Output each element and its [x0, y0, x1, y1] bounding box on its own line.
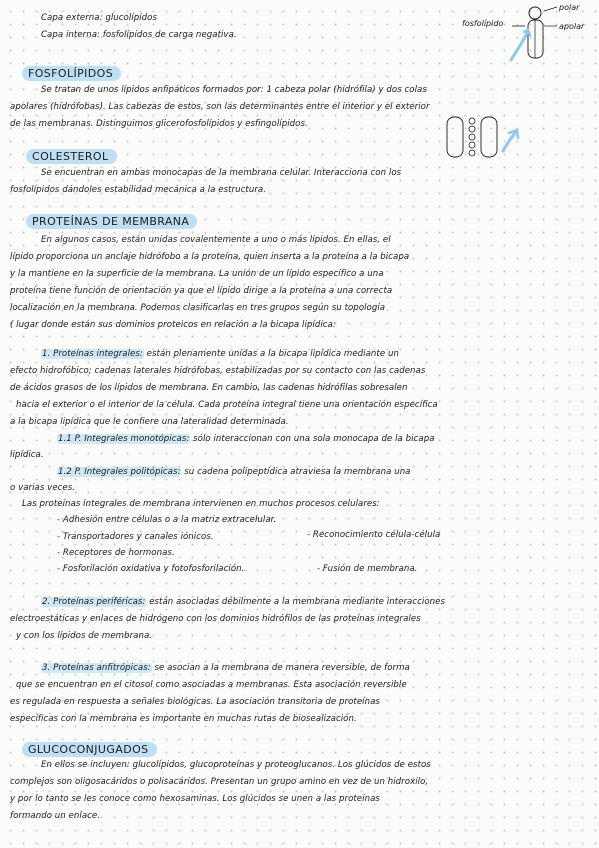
integrales-line: a la bicapa lipídica que le confiere una lateralidad determinada.	[10, 417, 289, 427]
integrales-line: hacia el exterior o el interior de la célula. Cada proteína integral tiene una orientación específica	[16, 400, 438, 410]
politopicas-cont: o varias veces.	[10, 483, 76, 493]
proceso-item: - Transportadores y canales iónicos.	[57, 532, 214, 542]
perifericas-line-1	[41, 596, 445, 608]
anfitropicas-title: 3. Proteínas anfitrópicas:	[42, 663, 151, 673]
glucoconjugados-line: formando un enlace.	[10, 811, 101, 821]
anfitropicas-line: que se encuentran en el citosol como asociadas a membranas. Esta asociación reversible	[16, 680, 407, 690]
procesos-intro: Las proteínas integrales de membrana intervienen en muchos procesos celulares:	[22, 499, 380, 509]
fosfolipidos-line: Se tratan de unos lípidos anfipáticos formados por: 1 cabeza polar (hidrófila) y dos colas	[41, 85, 427, 95]
glucoconjugados-line: y por lo tanto se les conoce como hexosaminas. Los glúcidos se unen a las proteínas	[10, 794, 380, 804]
proceso-item: - Fusión de membrana.	[317, 564, 418, 574]
proteinas-intro-line: ( lugar donde están sus dominios proteicos en relación a la bicapa lipídica:	[10, 320, 336, 330]
politopicas-line	[57, 466, 411, 478]
integrales-line: de ácidos grasos de los lípidos de membrana. En cambio, las cadenas hidrófilas sobresalen	[10, 383, 408, 393]
integrales-text: están plenamente unidas a la bicapa lipídica mediante un	[146, 349, 399, 359]
anfitropicas-line-1	[41, 662, 410, 674]
monotopicas-label: 1.1 P. Integrales monotópicas:	[58, 434, 190, 444]
proteinas-intro-line: localización en la membrana. Podemos clasificarlas en tres grupos según su topología	[10, 303, 386, 313]
apolar-label: apolar	[559, 22, 585, 31]
perifericas-text: están asociadas débilmente a la membrana mediante interacciones	[149, 597, 446, 607]
integrales-line-1	[41, 348, 399, 360]
proceso-item: - Receptores de hormonas.	[57, 548, 175, 558]
monotopicas-text: sólo interaccionan con una sola monocapa de la bicapa	[193, 434, 435, 444]
fosfolipidos-line: de las membranas. Distinguimos glicerofosfolípidos y esfingolípidos.	[10, 119, 308, 129]
section-title-colesterol: COLESTEROL	[26, 149, 117, 164]
proceso-item: - Adhesión entre células o a la matriz extracelular.	[57, 515, 277, 525]
integrales-title: 1. Proteínas integrales:	[42, 349, 143, 359]
fosfolipido-label: fosfolípido	[462, 19, 504, 28]
section-title-fosfolipidos: FOSFOLÍPIDOS	[22, 66, 121, 81]
phospholipid-figure	[462, 2, 585, 72]
proteinas-intro-line: proteína tiene función de orientación ya que el lípido dirige a la proteína a una correcta	[10, 286, 393, 296]
politopicas-label: 1.2 P. Integrales politópicas:	[58, 467, 181, 477]
perifericas-title: 2. Proteínas periféricas:	[42, 597, 146, 607]
perifericas-line: electroestáticas y enlaces de hidrógeno con los dominios hidrófilos de las proteínas integrales	[10, 614, 421, 624]
glucoconjugados-line: complejos son oligosacáridos o polisacáridos. Presentan un grupo amino en vez de un hidroxilo,	[10, 777, 429, 787]
proceso-item: - Reconocimiento célula-célula	[307, 530, 441, 540]
section-title-proteinas: PROTEÍNAS DE MEMBRANA	[26, 214, 197, 229]
anfitropicas-line: es regulada en respuesta a señales biológicas. La asociación transitoria de proteínas	[10, 697, 380, 707]
politopicas-text: su cadena polipeptídica atraviesa la membrana una	[184, 467, 411, 477]
cholesterol-bilayer-figure	[447, 115, 527, 165]
glucoconjugados-line: En ellos se incluyen: glucolípidos, glucoproteínas y proteoglucanos. Los glúcidos de estos	[41, 760, 431, 770]
proteinas-intro-line: lípido proporciona un anclaje hidrófobo a la proteína, quien inserta a la proteína a la bicapa	[10, 252, 410, 262]
proteinas-intro-line: y la mantiene en la superficie de la membrana. La unión de un lípido específico a una	[10, 269, 384, 279]
colesterol-line: fosfolípidos dándoles estabilidad mecánica a la estructura.	[10, 185, 266, 195]
monotopicas-line	[57, 433, 435, 445]
integrales-line: efecto hidrofóbico; cadenas laterales hidrófobas, estabilizadas por su contacto con las cadenas	[10, 366, 426, 376]
intro-line-1: Capa externa: glucolípidos	[41, 13, 158, 23]
intro-line-2: Capa interna: fosfolípidos de carga negativa.	[41, 30, 237, 40]
proteinas-intro-line: En algunos casos, están unidas covalentemente a uno o más lípidos. En ellas, el	[41, 235, 391, 245]
colesterol-line: Se encuentran en ambas monocapas de la membrana celular. Interacciona con los	[41, 168, 402, 178]
section-title-glucoconjugados: GLUCOCONJUGADOS	[22, 742, 157, 757]
proceso-item: - Fosforilación oxidativa y fotofosforilación.	[57, 564, 245, 574]
fosfolipidos-line: apolares (hidrófobas). Las cabezas de estos, son las determinantes entre el interior y el exterior	[10, 102, 430, 112]
anfitropicas-text: se asocian a la membrana de manera reversible, de forma	[154, 663, 410, 673]
perifericas-line: y con los lípidos de membrana.	[16, 631, 153, 641]
monotopicas-cont: lipídica.	[10, 450, 44, 460]
polar-label: polar	[559, 3, 580, 12]
anfitropicas-line: específicas con la membrana es importante en muchas rutas de biosealización.	[10, 714, 357, 724]
